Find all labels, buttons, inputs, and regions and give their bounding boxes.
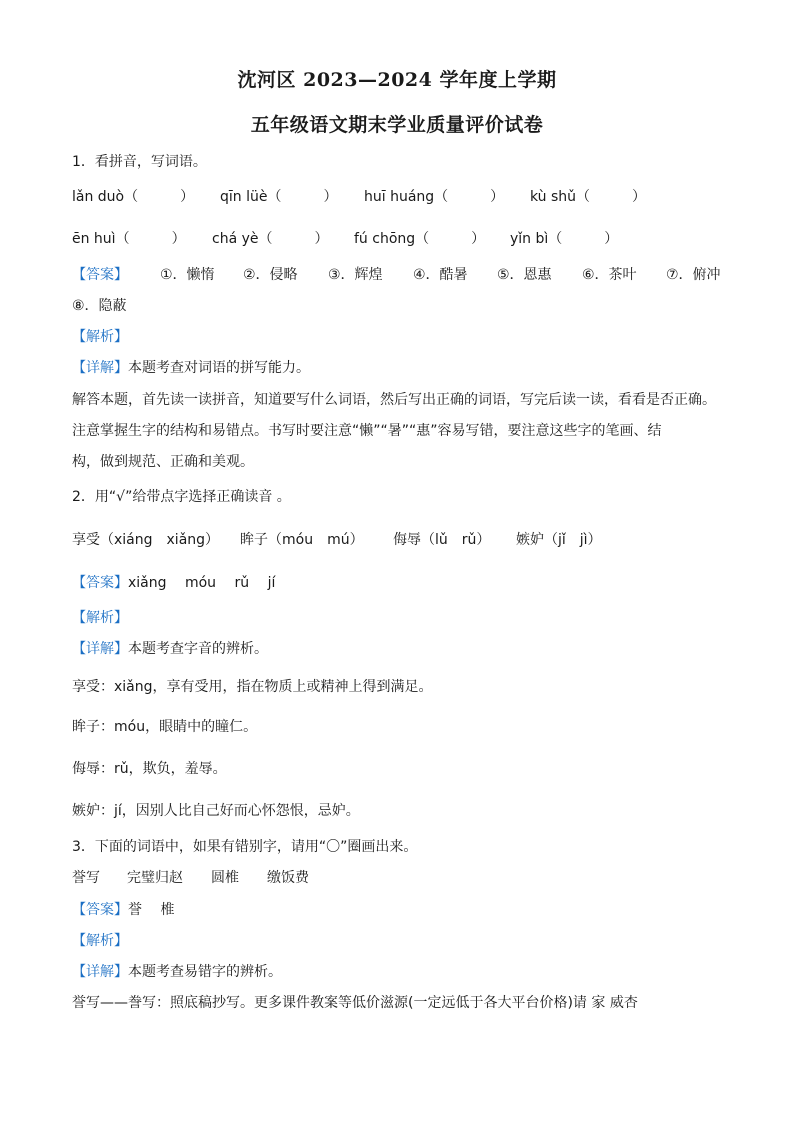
q3-answer-text: 誉 椎 [128, 902, 175, 918]
q3-explanation: 誉写——誊写：照底稿抄写。更多课件教案等低价滋源(一定远低于各大平台价格)请 家 威杏 [72, 995, 638, 1011]
q1-paragraph: 构，做到规范、正确和美观。 [72, 454, 254, 470]
detail-tag: 【详解】 [72, 360, 128, 376]
q2-item: 侮辱（lǔ rǔ） [393, 532, 491, 548]
q1-pinyin-item: yǐn bì（ ） [510, 231, 619, 247]
q1-answer-item: ⑥．茶叶 [582, 267, 637, 283]
q1-answer-item: ③．辉煌 [328, 267, 383, 283]
q1-answer-item: ④．酷暑 [413, 267, 468, 283]
answer-tag: 【答案】 [72, 575, 128, 591]
q2-explanation: 享受：xiǎng，享有受用，指在物质上或精神上得到满足。 [72, 679, 433, 695]
answer-tag: 【答案】 [72, 902, 128, 918]
q1-pinyin-item: lǎn duò（ ） [72, 189, 195, 205]
page-title: 沈河区 2023—2024 学年度上学期 [237, 69, 557, 91]
q3-word: 圆椎 [211, 870, 239, 886]
q1-pinyin-item: fú chōng（ ） [354, 231, 486, 247]
q2-answer-text: xiǎng móu rǔ jí [128, 575, 276, 591]
analysis-tag: 【解析】 [72, 610, 128, 626]
analysis-tag: 【解析】 [72, 933, 128, 949]
q3-word: 誉写 [72, 870, 100, 886]
q1-paragraph: 解答本题，首先读一读拼音，知道要写什么词语，然后写出正确的词语，写完后读一读，看看是否正确。 [72, 392, 716, 408]
q1-prompt: 1．看拼音，写词语。 [72, 154, 207, 170]
q2-item: 眸子（móu mú） [240, 532, 364, 548]
q1-pinyin-item: ēn huì（ ） [72, 231, 186, 247]
page-subtitle: 五年级语文期末学业质量评价试卷 [250, 114, 544, 136]
q2-explanation: 嫉妒：jí，因别人比自己好而心怀怨恨，忌妒。 [72, 803, 360, 819]
q1-detail [72, 359, 310, 377]
q3-word: 完璧归赵 [127, 870, 183, 886]
q1-paragraph: 注意掌握生字的结构和易错点。书写时要注意“懒”“暑”“惠”容易写错，要注意这些字的笔画、结 [72, 423, 662, 439]
q2-item: 嫉妒（jǐ jì） [516, 532, 602, 548]
q2-explanation: 眸子：móu，眼睛中的瞳仁。 [72, 719, 258, 735]
q3-detail-text: 本题考查易错字的辨析。 [128, 964, 282, 980]
q2-prompt: 2．用“√”给带点字选择正确读音 。 [72, 489, 291, 505]
q1-answer-item: ⑤．恩惠 [497, 267, 552, 283]
answer-tag: 【答案】 [72, 267, 128, 283]
q1-pinyin-item: chá yè（ ） [212, 231, 329, 247]
q3-answer [72, 901, 174, 919]
detail-tag: 【详解】 [72, 964, 128, 980]
q2-answer [72, 574, 275, 592]
q1-answer-item: ①．懒惰 [160, 267, 215, 283]
q1-answer-item: ⑦．俯冲 [666, 267, 721, 283]
q1-pinyin-item: qīn lüè（ ） [220, 189, 338, 205]
q1-answer-item: ②．侵略 [243, 267, 298, 283]
q3-prompt: 3．下面的词语中，如果有错别字，请用“〇”圈画出来。 [72, 839, 418, 855]
q3-detail [72, 963, 282, 981]
q1-pinyin-item: huī huáng（ ） [364, 189, 505, 205]
q2-detail-text: 本题考查字音的辨析。 [128, 641, 268, 657]
detail-tag: 【详解】 [72, 641, 128, 657]
q3-word: 缴饭费 [267, 870, 309, 886]
q1-pinyin-item: kù shǔ（ ） [530, 189, 647, 205]
q1-detail-text: 本题考查对词语的拼写能力。 [128, 360, 310, 376]
q2-item: 享受（xiáng xiǎng） [72, 532, 220, 548]
q1-answer-item: ⑧．隐蔽 [72, 298, 127, 314]
q2-explanation: 侮辱：rǔ，欺负，羞辱。 [72, 761, 227, 777]
q2-detail [72, 640, 268, 658]
analysis-tag: 【解析】 [72, 329, 128, 345]
